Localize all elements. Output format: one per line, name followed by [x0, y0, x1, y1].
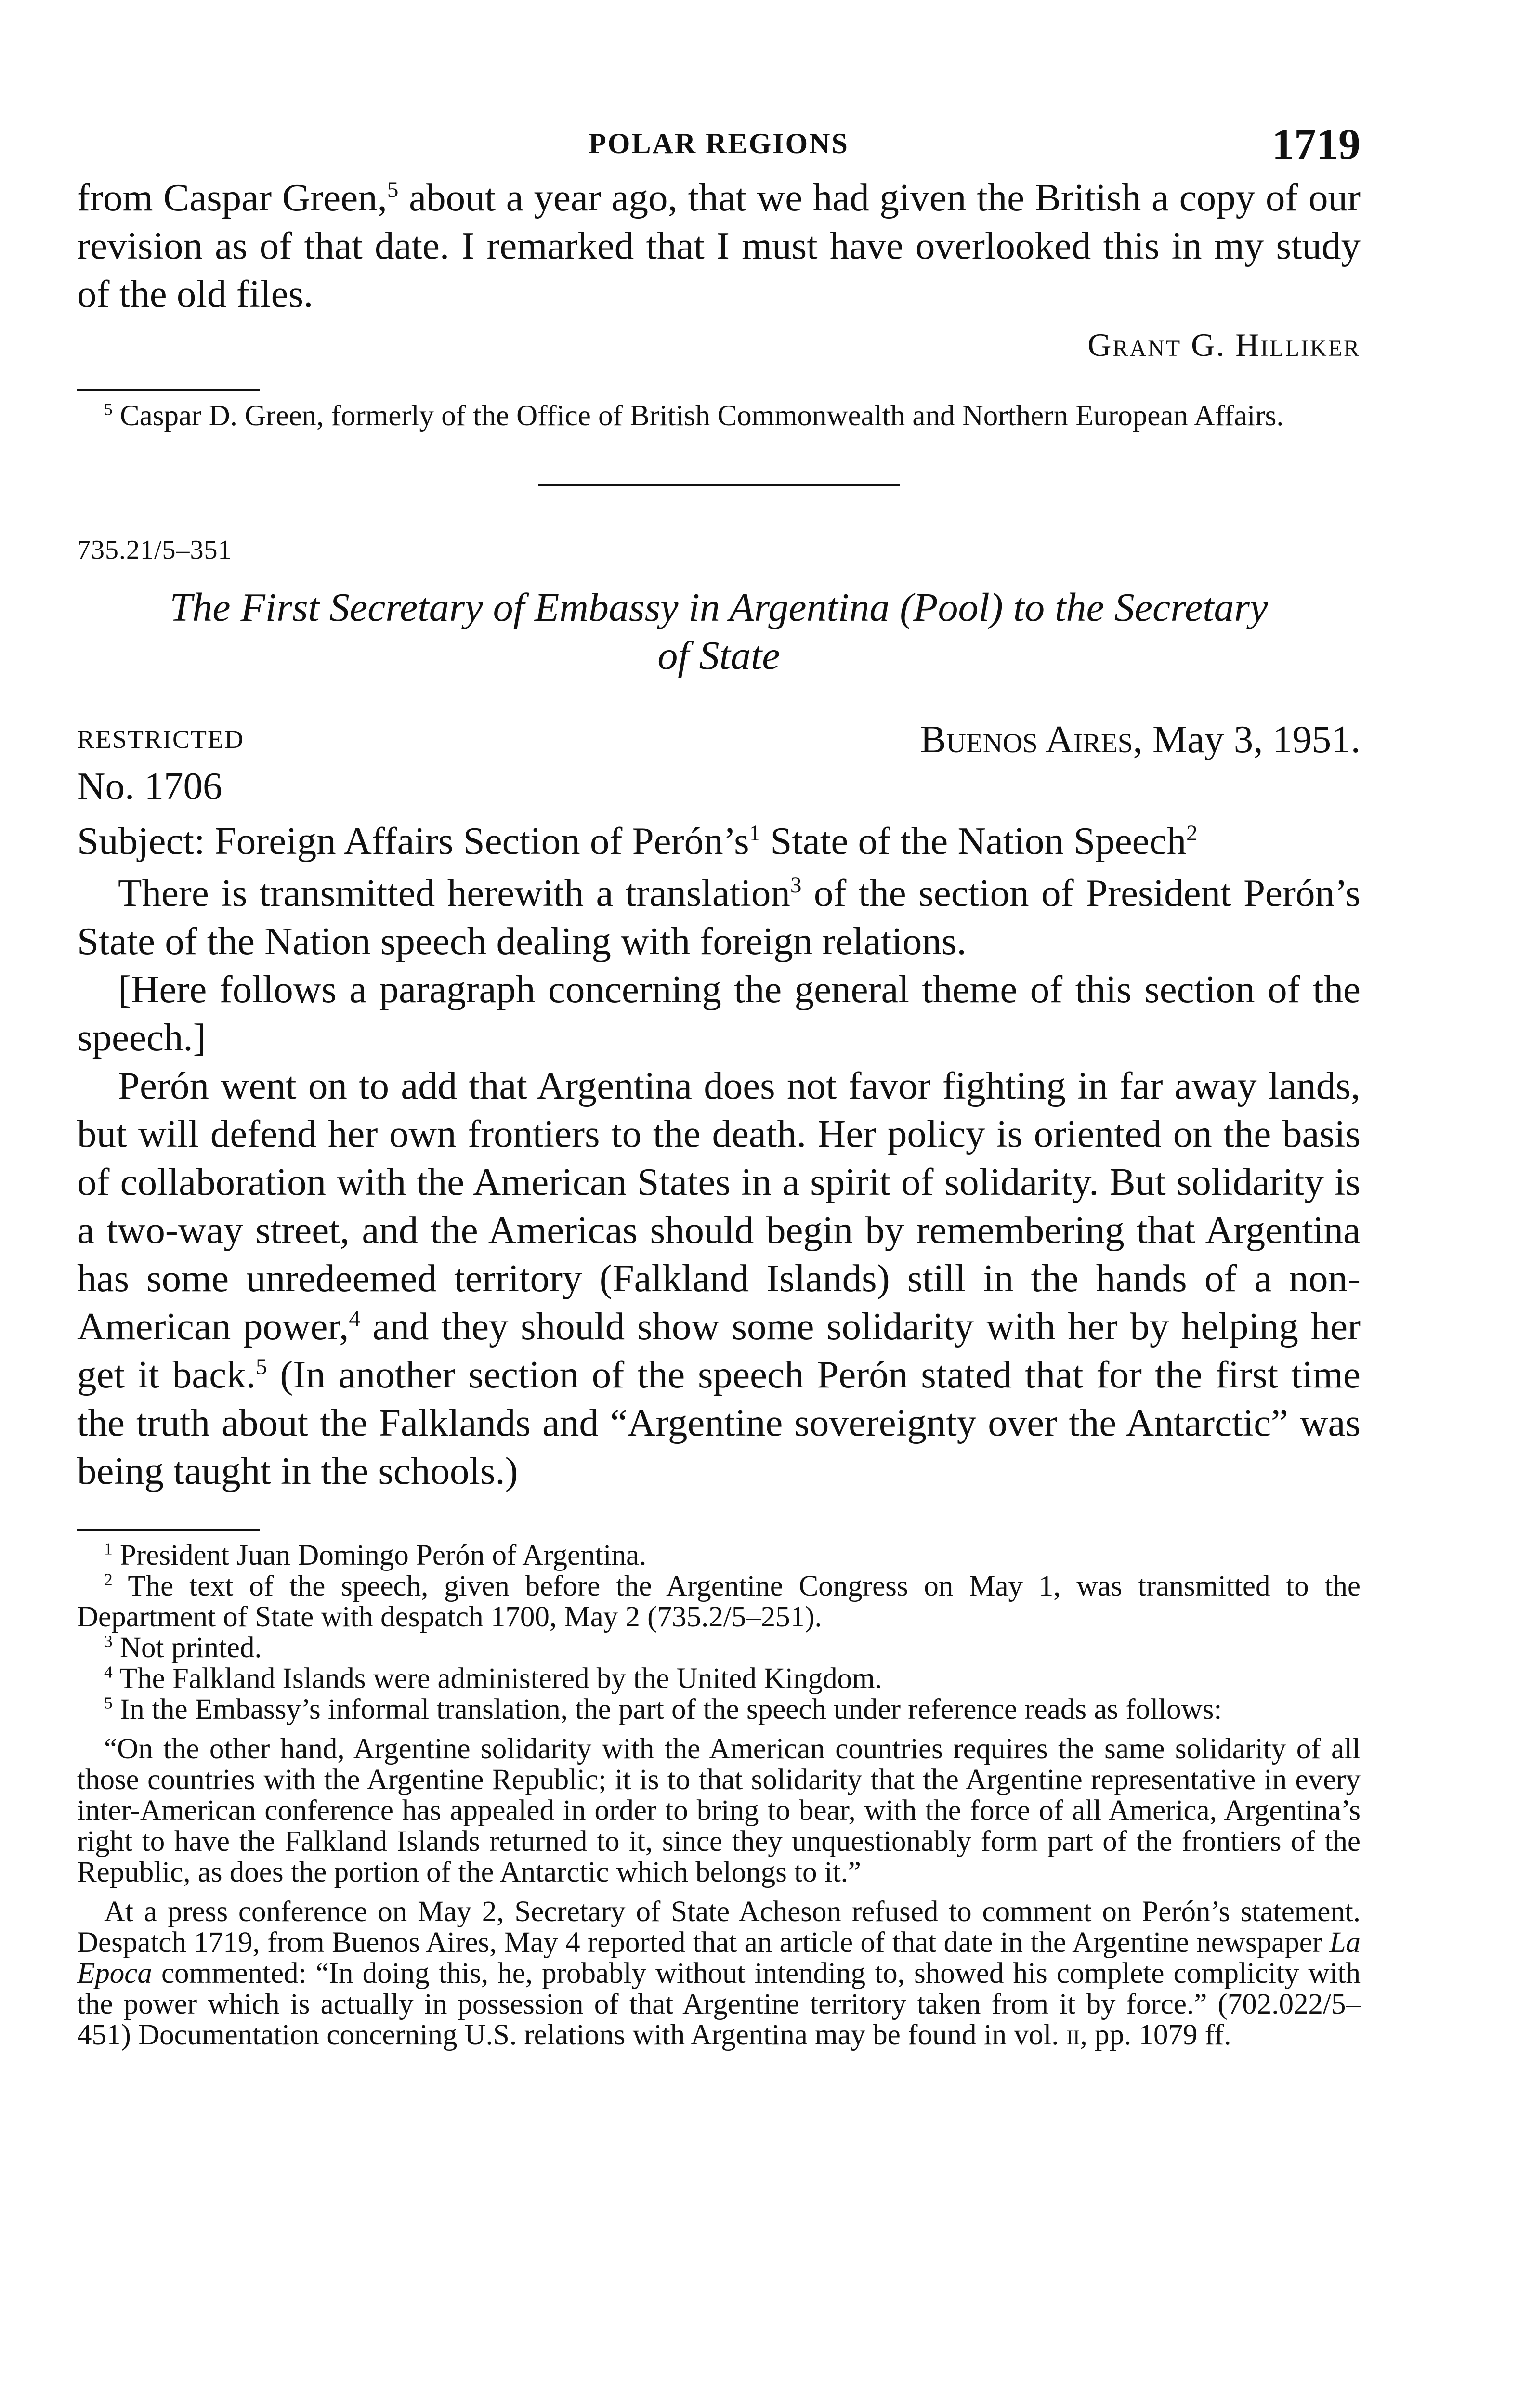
footnote-number: 4 — [104, 1662, 113, 1682]
footnote-text: In the Embassy’s informal translation, the part of the speech under reference reads as follows: — [112, 1693, 1222, 1726]
newspaper-title: La Epoca — [77, 1926, 1361, 1989]
section-divider — [538, 484, 900, 486]
signature: Grant G. Hilliker — [1087, 327, 1361, 363]
footnote-2 — [77, 1571, 1361, 1633]
footnote-text: The text of the speech, given before the Argentine Congress on May 1, was transmitted to the Department of State with despatch 1700, May 2 (735.2/5–251). — [77, 1570, 1361, 1633]
subject-text-b: State of the Nation Speech — [760, 819, 1187, 863]
page-header — [77, 120, 1361, 173]
document-number: No. 1706 — [77, 764, 222, 808]
title-line-2: of State — [657, 633, 780, 678]
footnote-ref: 5 — [387, 177, 399, 202]
continued-text-a: from Caspar Green, — [77, 176, 387, 219]
footnote-1 — [77, 1540, 1361, 1571]
title-line-1: The First Secretary of Embassy in Argentina — [170, 585, 890, 630]
continued-text-b: about a year ago, that we had given the British a copy of our revision as of that date. I remarked that I must have overlooked this in my study of the old files. — [77, 176, 1361, 315]
footnote-number: 5 — [104, 399, 113, 419]
paragraph-3-text-b: and they should show some solidarity with her by helping her get it back. — [77, 1305, 1361, 1396]
running-head: POLAR REGIONS — [589, 128, 849, 159]
footnote-number: 2 — [104, 1570, 113, 1589]
classification: RESTRICTED — [77, 725, 245, 754]
footnote-5 — [77, 1694, 1361, 1725]
footnote-divider — [77, 1529, 260, 1531]
document-title — [77, 584, 1361, 680]
footnote-continuation-text-a: At a press conference on May 2, Secretary of State Acheson refused to comment on Perón’s statement. Despatch 1719, from Buenos Aires, May 4 reported that an article of that date in the Argentine newspaper — [77, 1896, 1361, 1959]
dateline — [920, 717, 1361, 762]
subject-line — [77, 817, 1361, 865]
footnote-ref: 4 — [349, 1306, 360, 1331]
footnote-continuation-text-c: , pp. 1079 ff. — [1080, 2019, 1231, 2051]
title-line-1-end: to the Secretary — [1003, 585, 1268, 630]
footnote — [77, 401, 1361, 432]
footnote-quotation: “On the other hand, Argentine solidarity with the American countries requires the same solidarity of all those countries with the Argentine Republic; it is to that solidarity that the Argentine representative in every inter-American conference has appealed in order to bring to bear, with the force of all America, Argentina’s right to have the Falkland Islands returned to it, since they unquestionably form part of the frontiers of the Republic, as does the portion of the Antarctic which belongs to it.” — [77, 1733, 1361, 1888]
volume-number: ii — [1066, 2019, 1080, 2051]
file-reference: 735.21/5–351 — [77, 535, 232, 565]
dateline-place: Buenos Aires, — [920, 718, 1143, 761]
continued-paragraph — [77, 173, 1361, 318]
footnotes — [77, 1540, 1361, 2051]
document-meta — [77, 714, 1361, 762]
footnote-text: President Juan Domingo Perón of Argentina. — [112, 1539, 647, 1571]
paragraph-3-text-c: (In another section of the speech Perón stated that for the first time the truth about the Falklands and “Argentine sovereignty over the Antarctic” was being taught in the schools.) — [77, 1353, 1361, 1492]
page-number: 1719 — [1272, 119, 1361, 169]
paragraph-1-text-a: There is transmitted herewith a translation — [118, 871, 790, 915]
subject-text-a: Subject: Foreign Affairs Section of Perón’s — [77, 819, 749, 863]
footnote-continuation-text-b: commented: “In doing this, he, probably without intending to, showed his complete complicity with the power which is actually in possession of that Argentine territory taken from it by force.” (702.022/5–451) Documentation concerning U.S. relations with Argentina may be found in vol. — [77, 1957, 1361, 2051]
dateline-date: May 3, 1951. — [1142, 718, 1361, 761]
paragraph-1 — [77, 869, 1361, 965]
footnote-number: 3 — [104, 1631, 113, 1651]
footnote-3 — [77, 1633, 1361, 1663]
footnote-4 — [77, 1663, 1361, 1694]
footnote-text: Not printed. — [112, 1632, 262, 1664]
footnote-number: 1 — [104, 1539, 113, 1558]
paragraph-3 — [77, 1061, 1361, 1495]
footnote-ref: 2 — [1186, 821, 1198, 846]
footnote-ref: 5 — [255, 1354, 267, 1379]
paragraph-3-text-a: Perón went on to add that Argentina does not favor fighting in far away lands, but will defend her own frontiers to the death. Her policy is oriented on the basis of collaboration with the American States in a spirit of solidarity. But solidarity is a two-way street, and the Americas should begin by remembering that Argentina has some unredeemed territory (Falkland Islands) still in the hands of a non-American power, — [77, 1064, 1361, 1348]
footnote-number: 5 — [104, 1693, 113, 1713]
paragraph-2: [Here follows a paragraph concerning the general theme of this section of the speech.] — [77, 968, 1361, 1059]
footnote-text: Caspar D. Green, formerly of the Office of British Commonwealth and Northern European Affairs. — [112, 400, 1284, 432]
footnote-divider — [77, 389, 260, 391]
footnote-ref: 3 — [790, 873, 802, 898]
title-paren-name: (Pool) — [900, 585, 1003, 630]
footnote-continuation — [77, 1897, 1361, 2051]
document-page — [77, 120, 1361, 2051]
paragraph-1-text-b: of the section of President Perón’s State of the Nation speech dealing with foreign relations. — [77, 871, 1361, 963]
footnote-ref: 1 — [749, 821, 761, 846]
footnote-text: The Falkland Islands were administered by the United Kingdom. — [112, 1662, 882, 1695]
